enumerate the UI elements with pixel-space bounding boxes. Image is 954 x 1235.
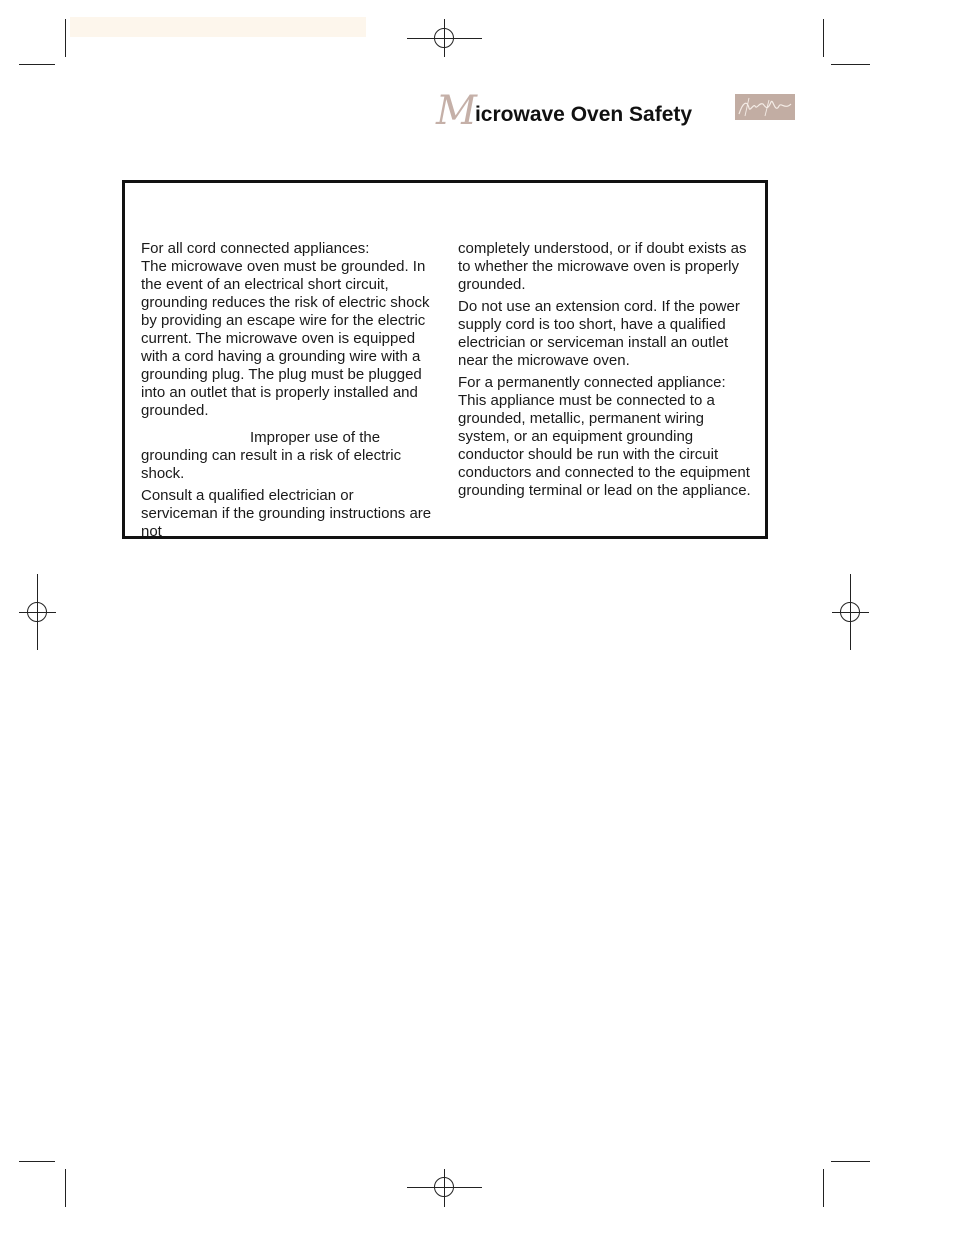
permanent-body: This appliance must be connected to a grounded, metallic, permanent wiring system, or an equipment grounding conductor should be run with the circuit conductors and connected to the equipment grounding terminal or lead on the appliance. bbox=[458, 392, 751, 499]
crop-mark bbox=[19, 64, 55, 65]
cord-connected-lead: For all cord connected appliances: bbox=[141, 240, 370, 257]
paragraph-consult: Consult a qualified electrician or serviceman if the grounding instructions are not bbox=[141, 487, 432, 540]
warning-text: Improper use of the grounding can result in a risk of electric shock. bbox=[141, 429, 402, 482]
text-column-left bbox=[141, 240, 433, 545]
paragraph-cord-connected bbox=[141, 240, 433, 420]
signature-logo bbox=[735, 94, 795, 120]
registration-mark-circle bbox=[840, 602, 860, 622]
registration-mark-circle bbox=[434, 1177, 454, 1197]
crop-mark bbox=[823, 1169, 824, 1207]
title-initial: M bbox=[436, 88, 475, 134]
crop-mark bbox=[65, 1169, 66, 1207]
crop-mark bbox=[19, 1161, 55, 1162]
crop-mark bbox=[831, 1161, 870, 1162]
crop-mark bbox=[823, 19, 824, 57]
paragraph-warning bbox=[141, 429, 433, 483]
grounding-instructions-box bbox=[122, 180, 768, 539]
print-tint-strip bbox=[70, 17, 366, 37]
registration-mark-circle bbox=[27, 602, 47, 622]
cord-connected-body: The microwave oven must be grounded. In the event of an electrical short circuit, grounding reduces the risk of electric shock by providing an escape wire for the electric current. The microwave oven is equipped with a cord having a grounding wire with a grounding plug. The plug must be plugged into an outlet that is properly installed and grounded. bbox=[141, 258, 430, 419]
paragraph-continued: completely understood, or if doubt exists as to whether the microwave oven is properly grounded. bbox=[458, 240, 747, 293]
paragraph-extension-cord: Do not use an extension cord. If the power supply cord is too short, have a qualified electrician or serviceman install an outlet near the microwave oven. bbox=[458, 298, 740, 369]
registration-mark-circle bbox=[434, 28, 454, 48]
paragraph-permanent bbox=[458, 374, 758, 500]
title-text: icrowave Oven Safety bbox=[474, 103, 693, 126]
crop-mark bbox=[65, 19, 66, 57]
text-column-right bbox=[458, 240, 758, 504]
page-title bbox=[436, 88, 692, 134]
permanent-lead: For a permanently connected appliance: bbox=[458, 374, 726, 391]
crop-mark bbox=[831, 64, 870, 65]
signature-icon bbox=[735, 94, 795, 120]
